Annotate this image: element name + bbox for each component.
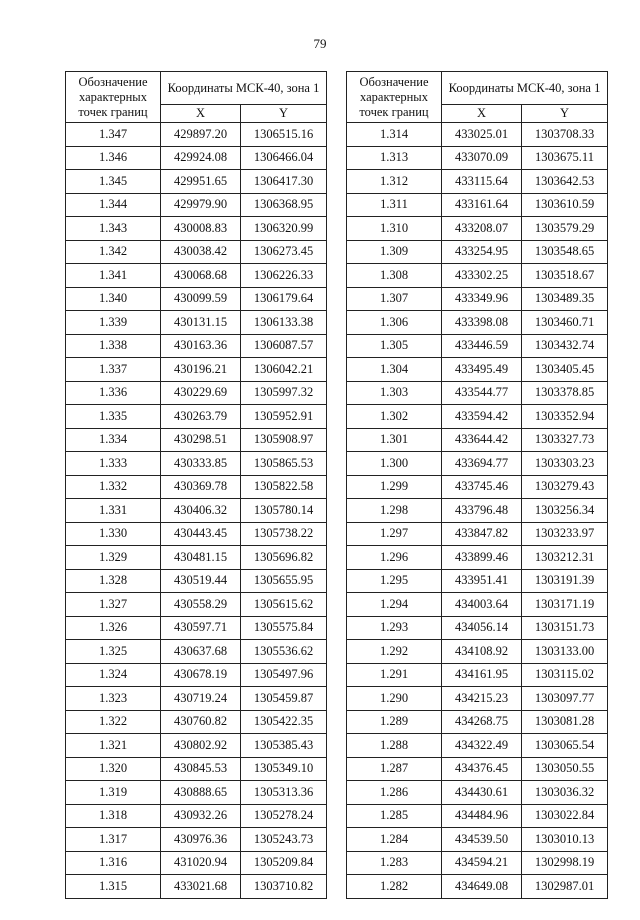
- table-row: [347, 358, 608, 382]
- point-name-cell: 1.342: [66, 240, 161, 264]
- x-coordinate-cell: 430888.65: [161, 781, 241, 805]
- y-coordinate-cell: 1305655.95: [241, 569, 327, 593]
- x-coordinate-cell: 430443.45: [161, 522, 241, 546]
- point-name-cell: 1.325: [66, 640, 161, 664]
- table-row: [347, 428, 608, 452]
- table-row: [66, 381, 327, 405]
- x-coordinate-cell: 430678.19: [161, 663, 241, 687]
- x-coordinate-cell: 430845.53: [161, 757, 241, 781]
- point-name-cell: 1.307: [347, 287, 442, 311]
- y-coordinate-cell: 1305422.35: [241, 710, 327, 734]
- y-column-header: Y: [522, 105, 608, 123]
- y-coordinate-cell: 1306087.57: [241, 334, 327, 358]
- x-column-header: X: [161, 105, 241, 123]
- table-row: [347, 334, 608, 358]
- point-name-cell: 1.282: [347, 875, 442, 899]
- table-row: [66, 875, 327, 899]
- y-coordinate-cell: 1305459.87: [241, 687, 327, 711]
- point-name-cell: 1.327: [66, 593, 161, 617]
- table-row: [347, 710, 608, 734]
- y-coordinate-cell: 1306368.95: [241, 193, 327, 217]
- table-row: [66, 499, 327, 523]
- x-coordinate-cell: 430932.26: [161, 804, 241, 828]
- table-row: [347, 264, 608, 288]
- table-row: [66, 593, 327, 617]
- table-row: [347, 616, 608, 640]
- table-row: [66, 804, 327, 828]
- table-row: [66, 334, 327, 358]
- coordinates-table-right: [346, 71, 608, 899]
- y-coordinate-cell: 1306042.21: [241, 358, 327, 382]
- x-coordinate-cell: 433644.42: [442, 428, 522, 452]
- x-coordinate-cell: 430298.51: [161, 428, 241, 452]
- table-row: [66, 405, 327, 429]
- y-coordinate-cell: 1303133.00: [522, 640, 608, 664]
- x-coordinate-cell: 434056.14: [442, 616, 522, 640]
- point-name-cell: 1.300: [347, 452, 442, 476]
- table-row: [347, 781, 608, 805]
- x-coordinate-cell: 433349.96: [442, 287, 522, 311]
- y-coordinate-cell: 1305209.84: [241, 851, 327, 875]
- x-coordinate-cell: 433070.09: [442, 146, 522, 170]
- x-coordinate-cell: 434430.61: [442, 781, 522, 805]
- point-name-cell: 1.293: [347, 616, 442, 640]
- y-coordinate-cell: 1303115.02: [522, 663, 608, 687]
- point-label-header: Обозначение характерных точек границ: [66, 72, 161, 123]
- y-coordinate-cell: 1305738.22: [241, 522, 327, 546]
- x-coordinate-cell: 430068.68: [161, 264, 241, 288]
- point-name-cell: 1.339: [66, 311, 161, 335]
- y-coordinate-cell: 1303303.23: [522, 452, 608, 476]
- x-coordinate-cell: 430558.29: [161, 593, 241, 617]
- point-name-cell: 1.305: [347, 334, 442, 358]
- point-name-cell: 1.299: [347, 475, 442, 499]
- table-row: [347, 569, 608, 593]
- table-row: [347, 240, 608, 264]
- table-row: [347, 123, 608, 147]
- point-name-cell: 1.320: [66, 757, 161, 781]
- y-coordinate-cell: 1303352.94: [522, 405, 608, 429]
- point-name-cell: 1.315: [66, 875, 161, 899]
- point-name-cell: 1.334: [66, 428, 161, 452]
- point-name-cell: 1.291: [347, 663, 442, 687]
- x-coordinate-cell: 433745.46: [442, 475, 522, 499]
- x-coordinate-cell: 434215.23: [442, 687, 522, 711]
- point-name-cell: 1.303: [347, 381, 442, 405]
- y-coordinate-cell: 1303405.45: [522, 358, 608, 382]
- point-name-cell: 1.313: [347, 146, 442, 170]
- x-coordinate-cell: 430976.36: [161, 828, 241, 852]
- table-row: [347, 804, 608, 828]
- y-coordinate-cell: 1306466.04: [241, 146, 327, 170]
- y-coordinate-cell: 1305385.43: [241, 734, 327, 758]
- y-coordinate-cell: 1303256.34: [522, 499, 608, 523]
- y-coordinate-cell: 1305497.96: [241, 663, 327, 687]
- table-row: [66, 264, 327, 288]
- point-name-cell: 1.290: [347, 687, 442, 711]
- table-row: [66, 475, 327, 499]
- point-name-cell: 1.302: [347, 405, 442, 429]
- x-coordinate-cell: 433398.08: [442, 311, 522, 335]
- point-name-cell: 1.284: [347, 828, 442, 852]
- x-coordinate-cell: 430760.82: [161, 710, 241, 734]
- x-coordinate-cell: 433254.95: [442, 240, 522, 264]
- y-coordinate-cell: 1302987.01: [522, 875, 608, 899]
- x-coordinate-cell: 430597.71: [161, 616, 241, 640]
- y-coordinate-cell: 1306515.16: [241, 123, 327, 147]
- y-coordinate-cell: 1303065.54: [522, 734, 608, 758]
- point-name-cell: 1.332: [66, 475, 161, 499]
- y-coordinate-cell: 1305908.97: [241, 428, 327, 452]
- y-coordinate-cell: 1303097.77: [522, 687, 608, 711]
- x-coordinate-cell: 433796.48: [442, 499, 522, 523]
- x-coordinate-cell: 430038.42: [161, 240, 241, 264]
- point-name-cell: 1.322: [66, 710, 161, 734]
- point-name-cell: 1.347: [66, 123, 161, 147]
- point-name-cell: 1.297: [347, 522, 442, 546]
- table-row: [66, 522, 327, 546]
- point-name-cell: 1.321: [66, 734, 161, 758]
- y-coordinate-cell: 1303378.85: [522, 381, 608, 405]
- x-coordinate-cell: 433446.59: [442, 334, 522, 358]
- point-name-cell: 1.331: [66, 499, 161, 523]
- x-coordinate-cell: 429924.08: [161, 146, 241, 170]
- point-name-cell: 1.289: [347, 710, 442, 734]
- point-name-cell: 1.296: [347, 546, 442, 570]
- table-row: [66, 287, 327, 311]
- point-name-cell: 1.306: [347, 311, 442, 335]
- y-coordinate-cell: 1302998.19: [522, 851, 608, 875]
- point-name-cell: 1.326: [66, 616, 161, 640]
- x-coordinate-cell: 433594.42: [442, 405, 522, 429]
- table-row: [347, 663, 608, 687]
- point-name-cell: 1.318: [66, 804, 161, 828]
- x-coordinate-cell: 430481.15: [161, 546, 241, 570]
- point-name-cell: 1.298: [347, 499, 442, 523]
- y-coordinate-cell: 1303022.84: [522, 804, 608, 828]
- y-coordinate-cell: 1306179.64: [241, 287, 327, 311]
- table-row: [347, 499, 608, 523]
- table-row: [66, 146, 327, 170]
- point-name-cell: 1.343: [66, 217, 161, 241]
- x-coordinate-cell: 429979.90: [161, 193, 241, 217]
- x-coordinate-cell: 430519.44: [161, 569, 241, 593]
- x-coordinate-cell: 430229.69: [161, 381, 241, 405]
- point-name-cell: 1.317: [66, 828, 161, 852]
- table-row: [347, 217, 608, 241]
- point-name-cell: 1.314: [347, 123, 442, 147]
- table-row: [66, 640, 327, 664]
- y-coordinate-cell: 1303642.53: [522, 170, 608, 194]
- point-name-cell: 1.336: [66, 381, 161, 405]
- table-row: [66, 217, 327, 241]
- x-coordinate-cell: 433495.49: [442, 358, 522, 382]
- point-name-cell: 1.311: [347, 193, 442, 217]
- x-coordinate-cell: 433115.64: [442, 170, 522, 194]
- point-name-cell: 1.287: [347, 757, 442, 781]
- table-row: [66, 851, 327, 875]
- table-row: [347, 851, 608, 875]
- point-name-cell: 1.328: [66, 569, 161, 593]
- x-coordinate-cell: 434649.08: [442, 875, 522, 899]
- point-label-header: Обозначение характерных точек границ: [347, 72, 442, 123]
- y-coordinate-cell: 1303036.32: [522, 781, 608, 805]
- point-name-cell: 1.344: [66, 193, 161, 217]
- x-coordinate-cell: 430163.36: [161, 334, 241, 358]
- table-row: [347, 287, 608, 311]
- table-row: [66, 569, 327, 593]
- y-coordinate-cell: 1303518.67: [522, 264, 608, 288]
- table-row: [347, 546, 608, 570]
- point-name-cell: 1.295: [347, 569, 442, 593]
- y-coordinate-cell: 1305313.36: [241, 781, 327, 805]
- y-coordinate-cell: 1303233.97: [522, 522, 608, 546]
- x-coordinate-cell: 430333.85: [161, 452, 241, 476]
- point-name-cell: 1.319: [66, 781, 161, 805]
- x-coordinate-cell: 429951.65: [161, 170, 241, 194]
- y-coordinate-cell: 1305822.58: [241, 475, 327, 499]
- y-coordinate-cell: 1303710.82: [241, 875, 327, 899]
- table-row: [347, 875, 608, 899]
- table-body-right: [347, 123, 608, 899]
- x-coordinate-cell: 430369.78: [161, 475, 241, 499]
- x-coordinate-cell: 434003.64: [442, 593, 522, 617]
- x-coordinate-cell: 434161.95: [442, 663, 522, 687]
- y-coordinate-cell: 1303191.39: [522, 569, 608, 593]
- x-coordinate-cell: 433899.46: [442, 546, 522, 570]
- table-row: [66, 358, 327, 382]
- x-coordinate-cell: 431020.94: [161, 851, 241, 875]
- table-row: [66, 781, 327, 805]
- table-body-left: [66, 123, 327, 899]
- y-coordinate-cell: 1303489.35: [522, 287, 608, 311]
- point-name-cell: 1.308: [347, 264, 442, 288]
- table-row: [66, 757, 327, 781]
- point-name-cell: 1.288: [347, 734, 442, 758]
- table-row: [66, 193, 327, 217]
- table-row: [66, 428, 327, 452]
- x-coordinate-cell: 434322.49: [442, 734, 522, 758]
- table-row: [347, 734, 608, 758]
- table-row: [347, 828, 608, 852]
- table-row: [66, 546, 327, 570]
- y-coordinate-cell: 1303151.73: [522, 616, 608, 640]
- y-column-header: Y: [241, 105, 327, 123]
- y-coordinate-cell: 1303432.74: [522, 334, 608, 358]
- table-row: [66, 311, 327, 335]
- point-name-cell: 1.323: [66, 687, 161, 711]
- x-coordinate-cell: 433302.25: [442, 264, 522, 288]
- y-coordinate-cell: 1306273.45: [241, 240, 327, 264]
- point-name-cell: 1.345: [66, 170, 161, 194]
- point-name-cell: 1.338: [66, 334, 161, 358]
- y-coordinate-cell: 1305243.73: [241, 828, 327, 852]
- x-coordinate-cell: 430099.59: [161, 287, 241, 311]
- table-row: [347, 452, 608, 476]
- point-name-cell: 1.316: [66, 851, 161, 875]
- x-coordinate-cell: 434484.96: [442, 804, 522, 828]
- point-name-cell: 1.335: [66, 405, 161, 429]
- x-coordinate-cell: 434594.21: [442, 851, 522, 875]
- y-coordinate-cell: 1306417.30: [241, 170, 327, 194]
- y-coordinate-cell: 1303675.11: [522, 146, 608, 170]
- point-name-cell: 1.304: [347, 358, 442, 382]
- point-name-cell: 1.330: [66, 522, 161, 546]
- table-row: [66, 616, 327, 640]
- point-name-cell: 1.312: [347, 170, 442, 194]
- x-coordinate-cell: 433161.64: [442, 193, 522, 217]
- point-name-cell: 1.341: [66, 264, 161, 288]
- x-coordinate-cell: 429897.20: [161, 123, 241, 147]
- y-coordinate-cell: 1305278.24: [241, 804, 327, 828]
- point-name-cell: 1.346: [66, 146, 161, 170]
- point-name-cell: 1.329: [66, 546, 161, 570]
- table-row: [66, 828, 327, 852]
- table-row: [66, 663, 327, 687]
- y-coordinate-cell: 1305952.91: [241, 405, 327, 429]
- x-coordinate-cell: 430406.32: [161, 499, 241, 523]
- point-name-cell: 1.294: [347, 593, 442, 617]
- y-coordinate-cell: 1303460.71: [522, 311, 608, 335]
- y-coordinate-cell: 1306226.33: [241, 264, 327, 288]
- x-coordinate-cell: 434539.50: [442, 828, 522, 852]
- y-coordinate-cell: 1303212.31: [522, 546, 608, 570]
- point-name-cell: 1.324: [66, 663, 161, 687]
- x-coordinate-cell: 430263.79: [161, 405, 241, 429]
- y-coordinate-cell: 1303010.13: [522, 828, 608, 852]
- point-name-cell: 1.283: [347, 851, 442, 875]
- y-coordinate-cell: 1303708.33: [522, 123, 608, 147]
- y-coordinate-cell: 1305865.53: [241, 452, 327, 476]
- page-number: 79: [313, 36, 327, 51]
- x-coordinate-cell: 430008.83: [161, 217, 241, 241]
- y-coordinate-cell: 1305615.62: [241, 593, 327, 617]
- x-coordinate-cell: 433847.82: [442, 522, 522, 546]
- coords-group-header: Координаты МСК-40, зона 1: [442, 72, 608, 105]
- point-name-cell: 1.286: [347, 781, 442, 805]
- table-row: [347, 146, 608, 170]
- x-coordinate-cell: 433025.01: [442, 123, 522, 147]
- coordinates-table-left: [65, 71, 327, 899]
- y-coordinate-cell: 1303081.28: [522, 710, 608, 734]
- y-coordinate-cell: 1305997.32: [241, 381, 327, 405]
- y-coordinate-cell: 1303279.43: [522, 475, 608, 499]
- x-coordinate-cell: 433208.07: [442, 217, 522, 241]
- x-coordinate-cell: 430637.68: [161, 640, 241, 664]
- y-coordinate-cell: 1306133.38: [241, 311, 327, 335]
- table-row: [347, 687, 608, 711]
- x-coordinate-cell: 433544.77: [442, 381, 522, 405]
- y-coordinate-cell: 1306320.99: [241, 217, 327, 241]
- table-row: [347, 593, 608, 617]
- table-row: [347, 311, 608, 335]
- y-coordinate-cell: 1305349.10: [241, 757, 327, 781]
- x-coordinate-cell: 433021.68: [161, 875, 241, 899]
- y-coordinate-cell: 1303579.29: [522, 217, 608, 241]
- table-row: [66, 734, 327, 758]
- table-row: [347, 757, 608, 781]
- table-row: [66, 123, 327, 147]
- y-coordinate-cell: 1303327.73: [522, 428, 608, 452]
- x-column-header: X: [442, 105, 522, 123]
- y-coordinate-cell: 1305575.84: [241, 616, 327, 640]
- x-coordinate-cell: 434268.75: [442, 710, 522, 734]
- x-coordinate-cell: 430719.24: [161, 687, 241, 711]
- point-name-cell: 1.333: [66, 452, 161, 476]
- y-coordinate-cell: 1303171.19: [522, 593, 608, 617]
- table-row: [66, 710, 327, 734]
- table-row: [347, 475, 608, 499]
- y-coordinate-cell: 1305696.82: [241, 546, 327, 570]
- table-row: [347, 381, 608, 405]
- table-row: [66, 170, 327, 194]
- x-coordinate-cell: 434376.45: [442, 757, 522, 781]
- x-coordinate-cell: 433694.77: [442, 452, 522, 476]
- point-name-cell: 1.301: [347, 428, 442, 452]
- table-row: [347, 170, 608, 194]
- y-coordinate-cell: 1303050.55: [522, 757, 608, 781]
- y-coordinate-cell: 1303548.65: [522, 240, 608, 264]
- table-row: [66, 452, 327, 476]
- x-coordinate-cell: 430802.92: [161, 734, 241, 758]
- table-row: [347, 522, 608, 546]
- coords-group-header: Координаты МСК-40, зона 1: [161, 72, 327, 105]
- table-row: [347, 405, 608, 429]
- x-coordinate-cell: 430131.15: [161, 311, 241, 335]
- table-row: [347, 193, 608, 217]
- point-name-cell: 1.292: [347, 640, 442, 664]
- y-coordinate-cell: 1305780.14: [241, 499, 327, 523]
- point-name-cell: 1.285: [347, 804, 442, 828]
- y-coordinate-cell: 1305536.62: [241, 640, 327, 664]
- point-name-cell: 1.309: [347, 240, 442, 264]
- table-row: [347, 640, 608, 664]
- table-row: [66, 687, 327, 711]
- table-row: [66, 240, 327, 264]
- x-coordinate-cell: 430196.21: [161, 358, 241, 382]
- x-coordinate-cell: 434108.92: [442, 640, 522, 664]
- point-name-cell: 1.310: [347, 217, 442, 241]
- point-name-cell: 1.340: [66, 287, 161, 311]
- x-coordinate-cell: 433951.41: [442, 569, 522, 593]
- y-coordinate-cell: 1303610.59: [522, 193, 608, 217]
- point-name-cell: 1.337: [66, 358, 161, 382]
